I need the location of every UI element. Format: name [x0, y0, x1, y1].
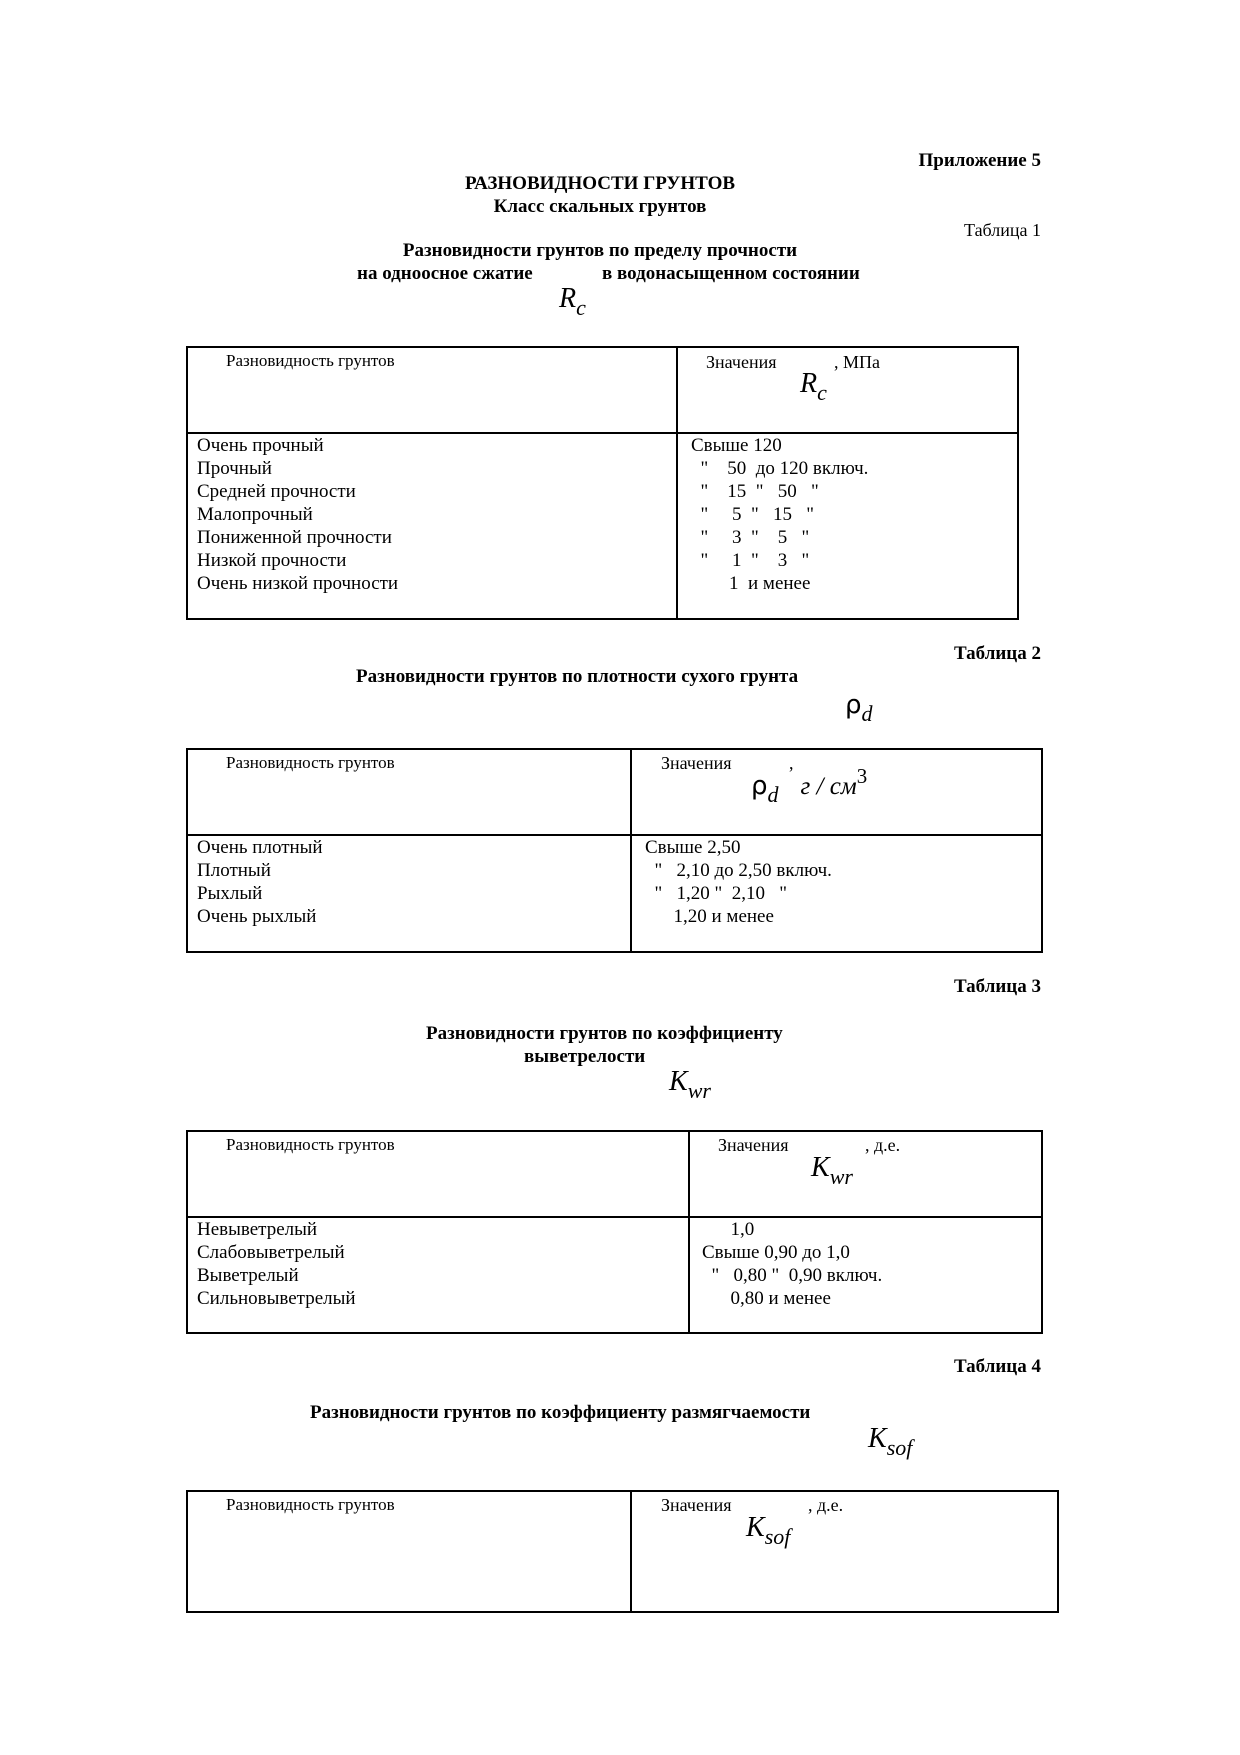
symbol-sub: c [576, 295, 586, 320]
list-item: Пониженной прочности [197, 527, 392, 548]
table2-header-symbol [751, 764, 868, 807]
table2-caption: Разновидности грунтов по плотности сухого грунта [356, 666, 799, 687]
table1-names [197, 434, 398, 595]
list-item: Сильновыветрелый [197, 1288, 356, 1309]
list-item: " 50 до 120 включ. [691, 458, 869, 479]
table1 [186, 346, 1019, 620]
table1-header-symbol [800, 368, 827, 405]
page-title [0, 173, 1240, 195]
table1-caption-line2b: в водонасыщенном состоянии [602, 263, 860, 284]
symbol-main: R [559, 283, 577, 314]
table4-col2-unit: , д.е. [808, 1495, 844, 1515]
symbol-main: K [746, 1512, 765, 1543]
table3-caption-line2: выветрелости [524, 1046, 646, 1067]
table4-col1-header: Разновидность грунтов [226, 1495, 395, 1514]
table2-col1-header: Разновидность грунтов [226, 753, 395, 772]
table2 [186, 748, 1043, 953]
symbol-main: K [811, 1152, 830, 1183]
list-item: Слабовыветрелый [197, 1242, 345, 1263]
symbol-sub: d [767, 782, 779, 807]
list-item: " 1,20 " 2,10 " [645, 883, 788, 904]
table3-caption-symbol [669, 1066, 711, 1103]
list-item: " 1 " 3 " [691, 550, 810, 571]
table2-label: Таблица 2 [953, 643, 1041, 664]
table2-names [197, 836, 323, 928]
symbol-sub: d [861, 701, 873, 726]
page-subtitle-text: Класс скальных грунтов [493, 196, 707, 217]
table4-label: Таблица 4 [953, 1356, 1041, 1377]
symbol-main: K [669, 1066, 688, 1097]
list-item: Прочный [197, 458, 272, 479]
list-item: " 5 " 15 " [691, 504, 815, 525]
symbol-main: R [800, 368, 818, 399]
table3-caption-line1: Разновидности грунтов по коэффициенту [426, 1023, 783, 1044]
table1-caption-symbol [559, 283, 586, 320]
table2-col2-comma: , [789, 753, 794, 773]
table4-col2-header: Значения [661, 1495, 732, 1515]
table1-label: Таблица 1 [964, 220, 1041, 240]
table4 [186, 1490, 1059, 1613]
list-item: " 3 " 5 " [691, 527, 810, 548]
table3-header-symbol [811, 1152, 853, 1189]
table3-values [702, 1218, 882, 1310]
list-item: Очень плотный [197, 837, 323, 858]
table4-header-symbol [746, 1512, 791, 1549]
page-title-text: РАЗНОВИДНОСТИ ГРУНТОВ [464, 173, 736, 194]
list-item: Очень рыхлый [197, 906, 317, 927]
table2-col2-header: Значения [661, 753, 732, 773]
list-item: Свыше 0,90 до 1,0 [702, 1242, 850, 1263]
table1-values [691, 434, 868, 595]
table4-caption: Разновидности грунтов по коэффициенту размягчаемости [310, 1402, 811, 1423]
list-item: Очень низкой прочности [197, 573, 399, 594]
list-item: Малопрочный [197, 504, 313, 525]
symbol-sub: c [817, 380, 827, 405]
table1-col2-unit: , МПа [834, 352, 880, 372]
list-item: " 2,10 до 2,50 включ. [645, 860, 832, 881]
table4-caption-symbol [868, 1423, 913, 1460]
table3-column-divider [688, 1132, 690, 1332]
list-item: Свыше 120 [691, 435, 782, 456]
list-item: Невыветрелый [197, 1219, 318, 1240]
list-item: Плотный [197, 860, 271, 881]
table3-label: Таблица 3 [953, 976, 1041, 997]
list-item: 1,20 и менее [645, 906, 774, 927]
list-item: Выветрелый [197, 1265, 299, 1286]
table3-col2-header: Значения [718, 1135, 789, 1155]
symbol-main: ρ [845, 690, 862, 720]
table1-caption-line2a: на одноосное сжатие [357, 263, 533, 284]
symbol-main: ρ [751, 771, 768, 801]
table3-col1-header: Разновидность грунтов [226, 1135, 395, 1154]
list-item: " 15 " 50 " [691, 481, 819, 502]
table1-col1-header: Разновидность грунтов [226, 351, 395, 370]
list-item: Свыше 2,50 [645, 837, 741, 858]
list-item: Очень прочный [197, 435, 324, 456]
table1-caption-line1 [0, 240, 1240, 262]
list-item: " 0,80 " 0,90 включ. [702, 1265, 883, 1286]
table2-caption-symbol [845, 689, 873, 726]
list-item: Низкой прочности [197, 550, 347, 571]
table1-col2-header: Значения [706, 352, 777, 372]
list-item: 1 и менее [691, 573, 811, 594]
table3 [186, 1130, 1043, 1334]
table1-column-divider [676, 348, 678, 618]
list-item: Средней прочности [197, 481, 356, 502]
table1-caption-line1-text: Разновидности грунтов по пределу прочности [402, 240, 798, 261]
unit-superscript: 3 [856, 764, 868, 788]
table2-values [645, 836, 832, 928]
symbol-sub: wr [687, 1078, 711, 1103]
unit-text: г / см [800, 773, 857, 800]
list-item: 0,80 и менее [702, 1288, 831, 1309]
symbol-sub: sof [764, 1524, 791, 1549]
table3-names [197, 1218, 356, 1310]
symbol-sub: wr [829, 1164, 853, 1189]
table2-column-divider [630, 750, 632, 951]
table3-col2-unit: , д.е. [865, 1135, 901, 1155]
table4-column-divider [630, 1492, 632, 1611]
list-item: Рыхлый [197, 883, 263, 904]
appendix-label: Приложение 5 [918, 150, 1041, 171]
page-subtitle [0, 196, 1240, 218]
symbol-main: K [868, 1423, 887, 1454]
list-item: 1,0 [702, 1219, 755, 1240]
symbol-sub: sof [886, 1435, 913, 1460]
